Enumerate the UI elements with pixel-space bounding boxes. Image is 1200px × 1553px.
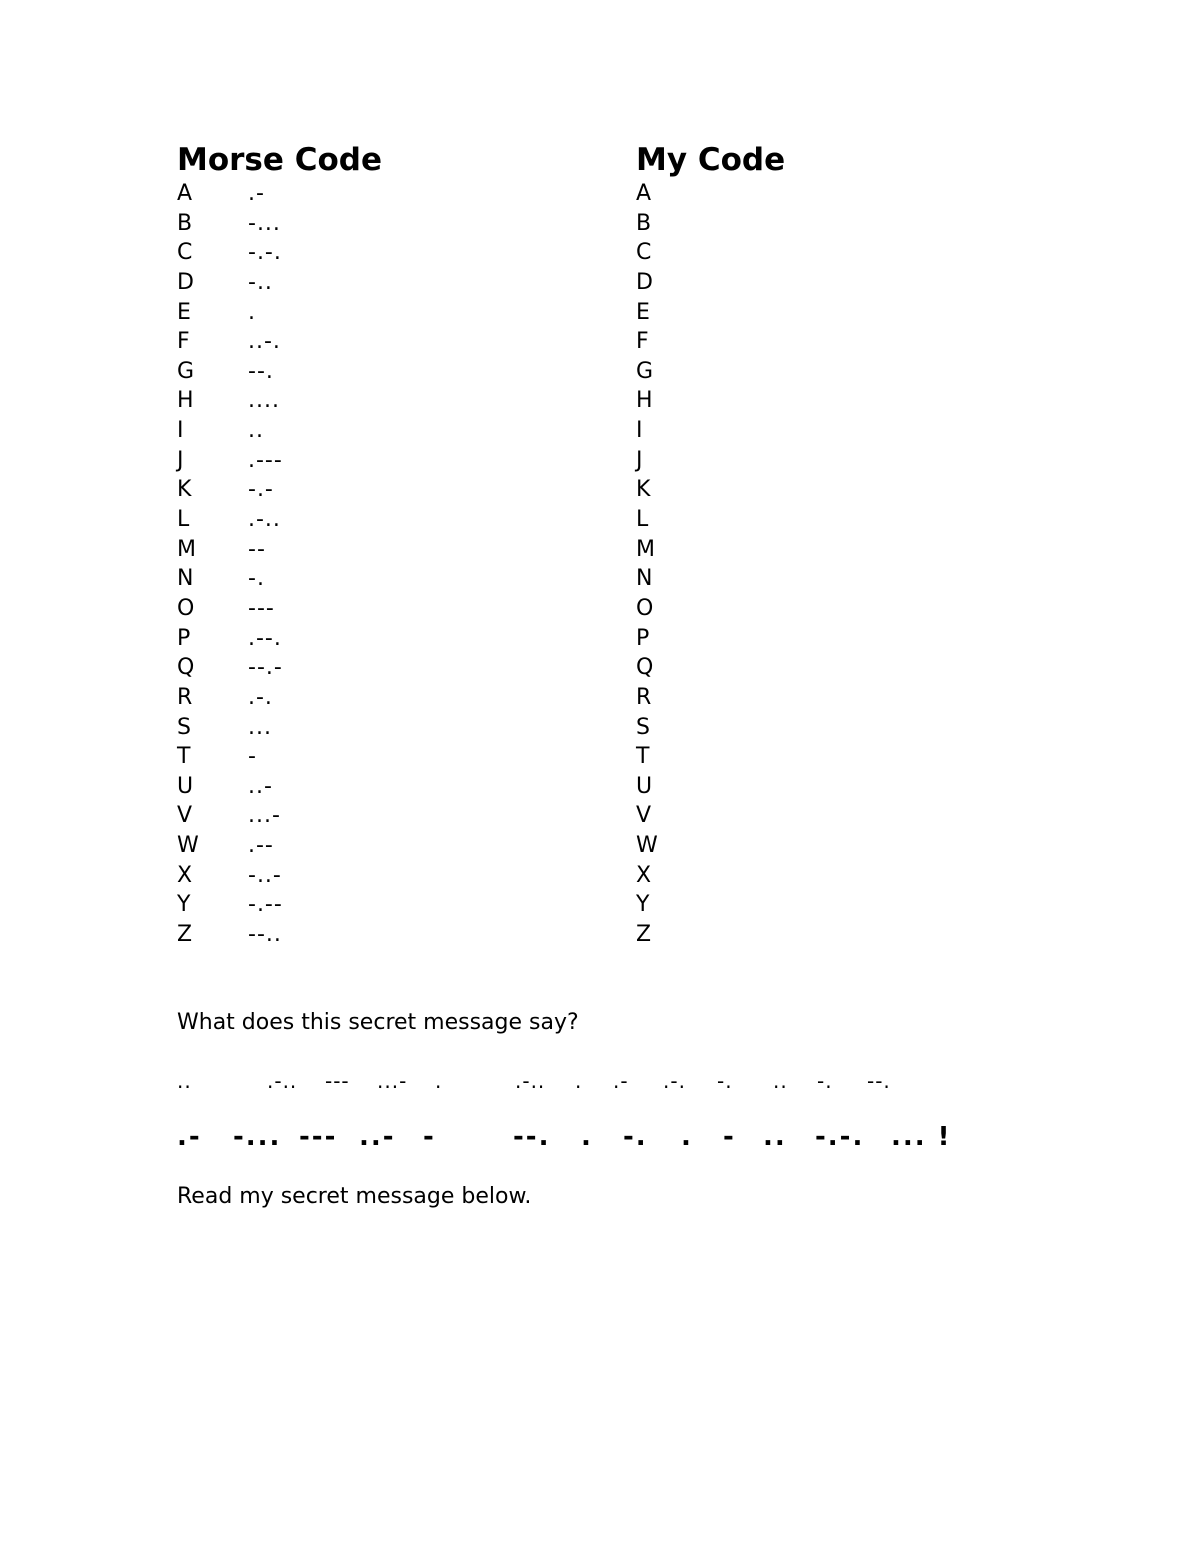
- morse-symbol: .---: [248, 447, 283, 473]
- my-code-letter: P: [636, 625, 650, 651]
- my-code-table: [636, 179, 707, 950]
- morse-symbol: ---: [248, 595, 275, 621]
- morse-row: [177, 475, 283, 505]
- morse-row: [177, 238, 283, 268]
- morse-letter: V: [177, 803, 193, 829]
- morse-symbol: -.-: [248, 477, 274, 503]
- morse-row: [177, 386, 283, 416]
- morse-row: [177, 890, 283, 920]
- my-code-row: [636, 624, 707, 654]
- morse-letter: S: [177, 714, 191, 740]
- my-code-letter: R: [636, 684, 652, 710]
- secret-code-word: ..: [773, 1069, 788, 1093]
- secret-code-word: ... !: [891, 1122, 952, 1152]
- my-code-letter: V: [636, 803, 652, 829]
- secret-code-word: .: [581, 1122, 593, 1152]
- my-code-letter: U: [636, 773, 653, 799]
- my-code-row: [636, 505, 707, 535]
- secret-message-line-2: [177, 1120, 977, 1154]
- my-code-row: [636, 209, 707, 239]
- my-code-letter: Z: [636, 922, 652, 948]
- morse-symbol: --: [248, 536, 266, 562]
- my-code-row: [636, 357, 707, 387]
- morse-letter: Q: [177, 655, 195, 681]
- my-code-row: [636, 386, 707, 416]
- morse-row: [177, 535, 283, 565]
- secret-code-word: -.: [717, 1069, 733, 1093]
- morse-letter: X: [177, 862, 193, 888]
- morse-letter: B: [177, 210, 193, 236]
- my-code-row: [636, 713, 707, 743]
- morse-letter: F: [177, 329, 190, 355]
- my-code-letter: D: [636, 269, 653, 295]
- morse-row: [177, 416, 283, 446]
- my-code-row: [636, 801, 707, 831]
- my-code-row: [636, 831, 707, 861]
- my-code-row: [636, 564, 707, 594]
- secret-code-word: .: [575, 1069, 583, 1093]
- secret-code-word: -.: [817, 1069, 833, 1093]
- morse-row: [177, 327, 283, 357]
- morse-letter: G: [177, 358, 195, 384]
- secret-code-word: -: [723, 1122, 736, 1152]
- morse-symbol: ..: [248, 418, 264, 444]
- morse-symbol: -.: [248, 566, 265, 592]
- morse-symbol: --..: [248, 922, 282, 948]
- morse-symbol: -..: [248, 269, 273, 295]
- secret-code-word: --.: [513, 1122, 551, 1152]
- morse-row: [177, 653, 283, 683]
- secret-code-word: .-..: [515, 1069, 546, 1093]
- morse-letter: M: [177, 536, 196, 562]
- my-code-row: [636, 179, 707, 209]
- morse-symbol: --.-: [248, 655, 283, 681]
- morse-symbol: .: [248, 299, 256, 325]
- morse-row: [177, 742, 283, 772]
- my-code-row: [636, 535, 707, 565]
- my-code-row: [636, 298, 707, 328]
- morse-row: [177, 801, 283, 831]
- secret-code-word: -.: [623, 1122, 648, 1152]
- morse-letter: C: [177, 240, 193, 266]
- my-code-letter: G: [636, 358, 654, 384]
- secret-code-word: ...-: [377, 1069, 408, 1093]
- my-code-letter: Q: [636, 655, 654, 681]
- morse-row: [177, 179, 283, 209]
- secret-code-word: --.: [867, 1069, 891, 1093]
- morse-symbol: -..-: [248, 862, 282, 888]
- my-code-row: [636, 861, 707, 891]
- morse-row: [177, 772, 283, 802]
- my-code-letter: C: [636, 240, 652, 266]
- secret-code-word: ..: [763, 1122, 787, 1152]
- my-code-row: [636, 683, 707, 713]
- my-code-letter: O: [636, 595, 654, 621]
- secret-code-word: ---: [325, 1069, 350, 1093]
- morse-symbol: .--.: [248, 625, 282, 651]
- morse-letter: N: [177, 566, 194, 592]
- morse-row: [177, 713, 283, 743]
- my-code-heading: My Code: [636, 142, 786, 178]
- morse-symbol: -.--: [248, 892, 283, 918]
- my-code-row: [636, 268, 707, 298]
- morse-symbol: .-: [248, 181, 265, 206]
- my-code-row: [636, 238, 707, 268]
- morse-symbol: ..-: [248, 773, 273, 799]
- morse-letter: E: [177, 299, 191, 325]
- morse-symbol: ...: [248, 714, 272, 740]
- my-code-letter: I: [636, 418, 643, 444]
- my-code-row: [636, 920, 707, 950]
- morse-row: [177, 505, 283, 535]
- morse-row: [177, 831, 283, 861]
- morse-symbol: .-.: [248, 684, 273, 710]
- morse-letter: P: [177, 625, 191, 651]
- morse-letter: Z: [177, 922, 193, 948]
- morse-row: [177, 564, 283, 594]
- my-code-letter: Y: [636, 892, 650, 918]
- morse-letter: L: [177, 507, 190, 533]
- instruction-text: Read my secret message below.: [177, 1184, 532, 1209]
- morse-row: [177, 446, 283, 476]
- my-code-letter: N: [636, 566, 653, 592]
- secret-message-question: What does this secret message say?: [177, 1010, 579, 1035]
- my-code-row: [636, 653, 707, 683]
- morse-row: [177, 683, 283, 713]
- morse-letter: R: [177, 684, 193, 710]
- morse-letter: J: [177, 447, 184, 473]
- morse-symbol: --.: [248, 358, 274, 384]
- morse-row: [177, 920, 283, 950]
- secret-code-word: -: [423, 1122, 436, 1152]
- morse-letter: A: [177, 181, 193, 206]
- morse-row: [177, 594, 283, 624]
- morse-row: [177, 298, 283, 328]
- my-code-row: [636, 772, 707, 802]
- secret-code-word: ---: [299, 1122, 338, 1152]
- morse-letter: H: [177, 388, 194, 414]
- my-code-row: [636, 475, 707, 505]
- my-code-letter: J: [636, 447, 643, 473]
- secret-code-word: -.-.: [815, 1122, 865, 1152]
- morse-letter: U: [177, 773, 194, 799]
- secret-code-word: ..-: [359, 1122, 396, 1152]
- morse-symbol: .-..: [248, 507, 281, 533]
- morse-letter: O: [177, 595, 195, 621]
- secret-message-line-1: [177, 1064, 977, 1098]
- morse-letter: K: [177, 477, 192, 503]
- morse-code-table: [177, 179, 283, 950]
- morse-symbol: ...-: [248, 803, 281, 829]
- secret-code-word: .: [681, 1122, 693, 1152]
- morse-letter: T: [177, 744, 191, 770]
- secret-code-word: .: [435, 1069, 443, 1093]
- my-code-row: [636, 742, 707, 772]
- my-code-letter: T: [636, 744, 650, 770]
- my-code-row: [636, 327, 707, 357]
- my-code-row: [636, 446, 707, 476]
- morse-symbol: -...: [248, 210, 281, 236]
- morse-row: [177, 209, 283, 239]
- morse-letter: W: [177, 833, 199, 859]
- my-code-letter: A: [636, 181, 652, 206]
- secret-code-word: .-: [613, 1069, 629, 1093]
- secret-code-word: .-: [177, 1122, 202, 1152]
- my-code-row: [636, 890, 707, 920]
- my-code-letter: K: [636, 477, 651, 503]
- morse-row: [177, 268, 283, 298]
- morse-symbol: -: [248, 744, 257, 770]
- my-code-letter: X: [636, 862, 652, 888]
- my-code-letter: F: [636, 329, 649, 355]
- my-code-letter: S: [636, 714, 650, 740]
- my-code-letter: M: [636, 536, 655, 562]
- secret-code-word: .-..: [267, 1069, 298, 1093]
- my-code-letter: W: [636, 833, 658, 859]
- secret-code-word: .-.: [663, 1069, 686, 1093]
- morse-row: [177, 624, 283, 654]
- secret-code-word: -...: [233, 1122, 282, 1152]
- my-code-row: [636, 594, 707, 624]
- morse-letter: D: [177, 269, 194, 295]
- morse-row: [177, 357, 283, 387]
- my-code-letter: L: [636, 507, 649, 533]
- secret-code-word: ..: [177, 1069, 192, 1093]
- morse-symbol: ....: [248, 388, 280, 414]
- morse-symbol: ..-.: [248, 329, 281, 355]
- my-code-letter: B: [636, 210, 652, 236]
- my-code-letter: H: [636, 388, 653, 414]
- my-code-row: [636, 416, 707, 446]
- morse-letter: Y: [177, 892, 191, 918]
- morse-symbol: -.-.: [248, 240, 282, 266]
- morse-letter: I: [177, 418, 184, 444]
- morse-row: [177, 861, 283, 891]
- morse-code-heading: Morse Code: [177, 142, 382, 178]
- my-code-letter: E: [636, 299, 650, 325]
- morse-symbol: .--: [248, 833, 274, 859]
